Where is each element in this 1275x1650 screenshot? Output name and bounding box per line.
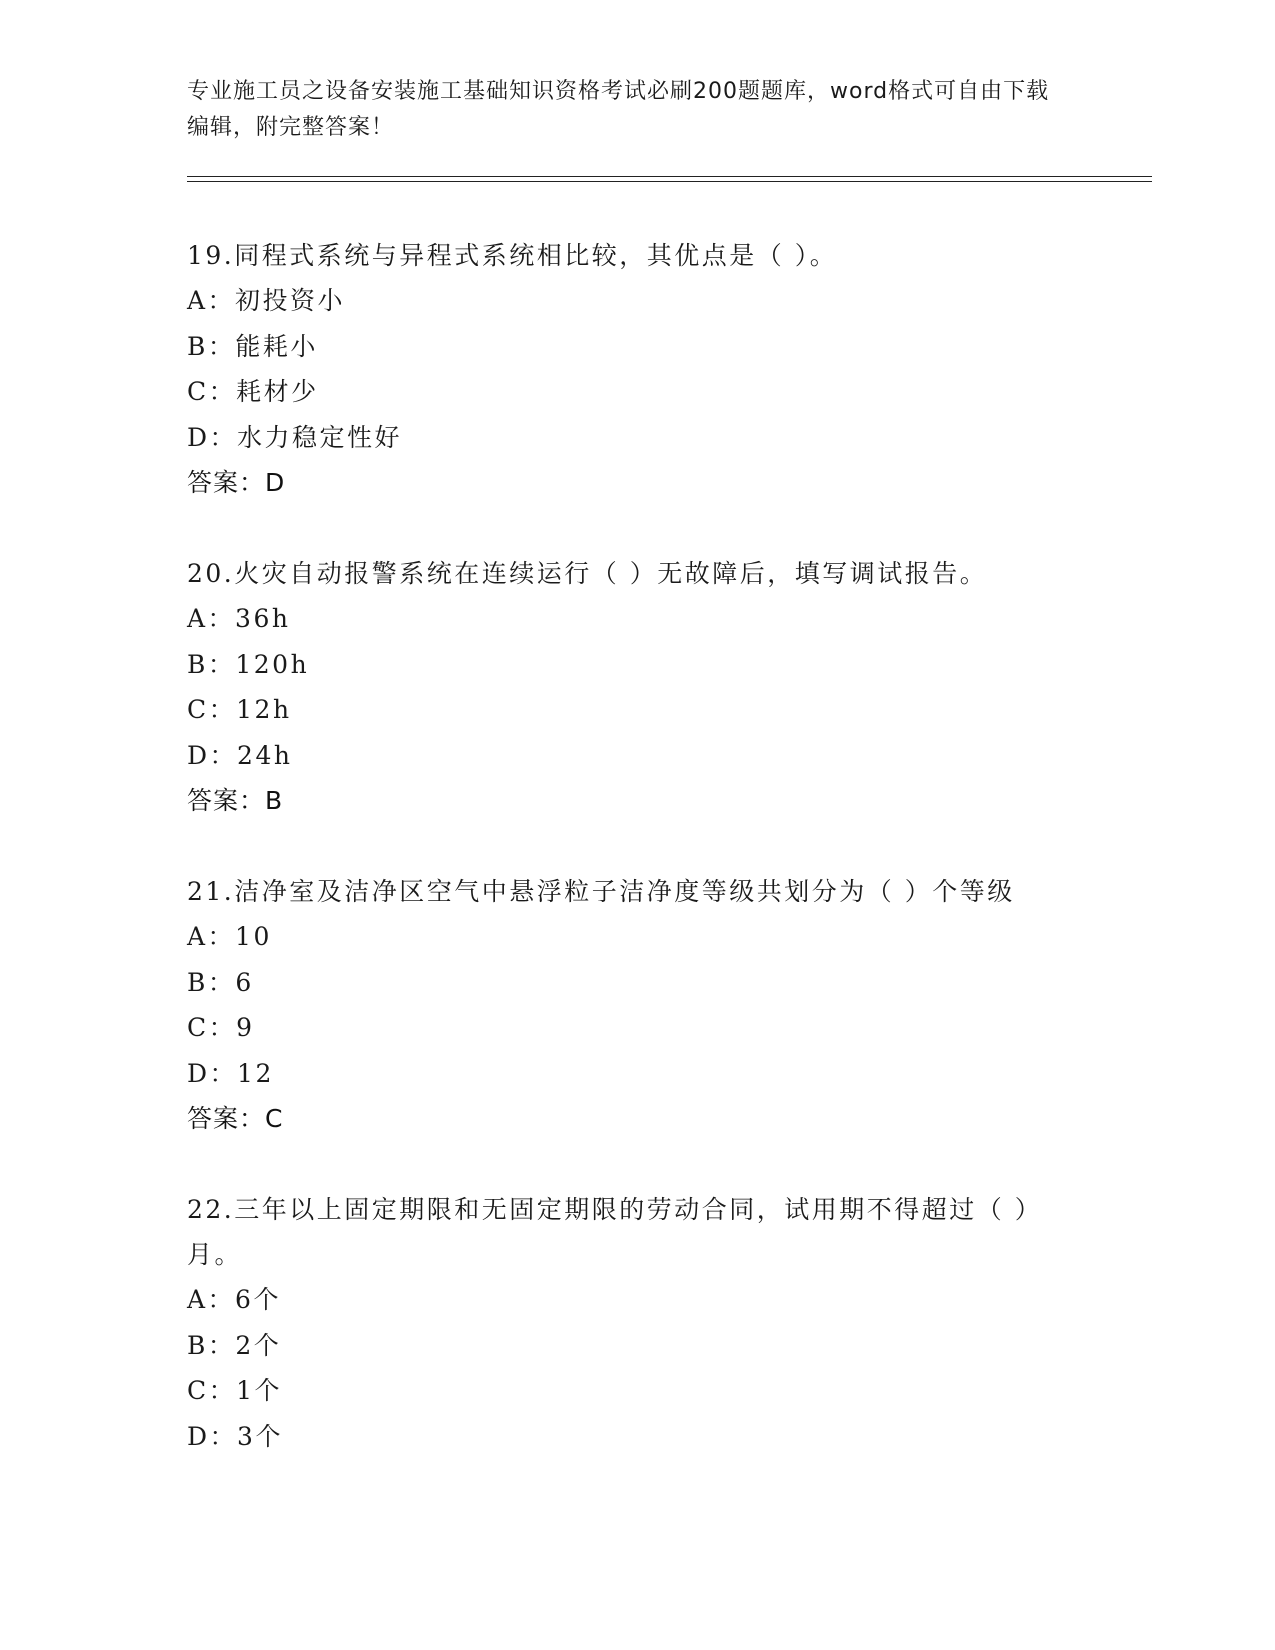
option-c: C：12h <box>187 695 292 724</box>
option-b: B：2个 <box>187 1330 282 1360</box>
answer-label: 答案：C <box>187 1104 284 1133</box>
option-a: A：36h <box>187 604 291 633</box>
answer-label: 答案：D <box>187 468 286 497</box>
option-a: A：初投资小 <box>187 286 346 315</box>
header-divider-bottom <box>187 181 1152 182</box>
header-divider-top <box>187 176 1152 177</box>
question-22 <box>187 1187 1087 1459</box>
option-d: D：24h <box>187 740 293 770</box>
option-c: C：1个 <box>187 1376 283 1405</box>
answer-label: 答案：B <box>187 786 284 815</box>
question-19 <box>187 233 1087 505</box>
option-d: D：3个 <box>187 1421 283 1451</box>
question-stem: 22.三年以上固定期限和无固定期限的劳动合同，试用期不得超过（ ）月。 <box>187 1195 1043 1269</box>
option-a: A：6个 <box>187 1285 281 1314</box>
option-b: B：能耗小 <box>187 331 318 361</box>
option-c: C：9 <box>187 1013 255 1042</box>
option-d: D：12 <box>187 1058 274 1088</box>
document-header: 专业施工员之设备安装施工基础知识资格考试必刷200题题库，word格式可自由下载编辑，附完整答案！ <box>187 79 1050 140</box>
question-stem: 21.洁净室及洁净区空气中悬浮粒子洁净度等级共划分为（ ）个等级 <box>187 877 1015 906</box>
option-d: D：水力稳定性好 <box>187 422 403 452</box>
option-b: B：6 <box>187 967 254 997</box>
option-c: C：耗材少 <box>187 377 319 406</box>
question-stem: 19.同程式系统与异程式系统相比较，其优点是（ ）。 <box>187 241 838 270</box>
option-a: A：10 <box>187 922 272 951</box>
question-21 <box>187 869 1087 1141</box>
question-stem: 20.火灾自动报警系统在连续运行（ ）无故障后，填写调试报告。 <box>187 559 988 588</box>
option-b: B：120h <box>187 649 310 679</box>
question-20 <box>187 551 1087 823</box>
